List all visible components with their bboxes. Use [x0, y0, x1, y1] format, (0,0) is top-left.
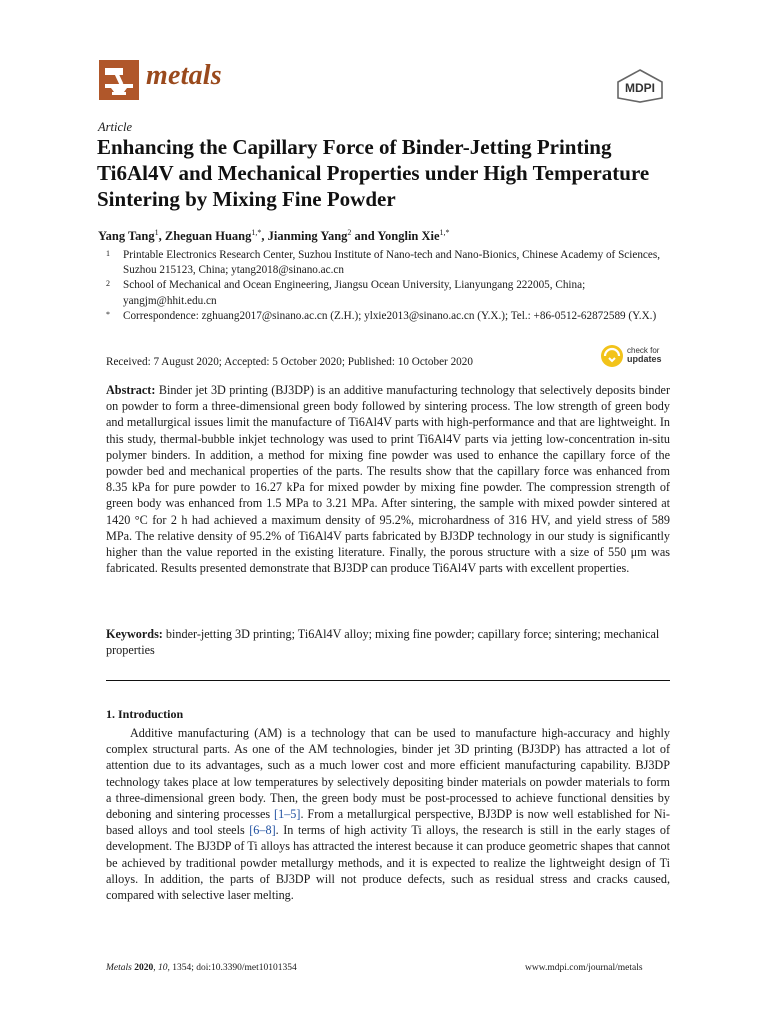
author[interactable]: Yonglin Xie [377, 229, 440, 244]
author-sep: , [158, 229, 165, 244]
citation-link[interactable]: [6–8] [249, 823, 276, 838]
keywords-label: Keywords: [106, 627, 163, 641]
keywords [106, 626, 670, 658]
footer-doi: , 1354; doi:10.3390/met10101354 [167, 963, 297, 973]
footer-citation: Metals 2020, 10, 1354; doi:10.3390/met10101354 [106, 963, 297, 973]
section-divider [106, 680, 670, 681]
anvil-hammer-icon [99, 60, 139, 100]
author-sep: and [351, 229, 378, 244]
author[interactable]: Jianming Yang [267, 229, 348, 244]
abstract-text: Binder jet 3D printing (BJ3DP) is an additive manufacturing technology that selectively deposits binder on powder to form a three-dimensional green body followed by sintering process. The low strength of green body and metallurgical issues limit the manufacture of Ti6Al4V parts with high-performance and that are lightweight. In this study, thermal-bubble inkjet technology was used to print Ti6Al4V parts via jetting low-concentration in-situ polymer binders. In addition, a method for mixing fine powder was used to enhance the capillary force of the powder bed and mechanical properties of the parts. The results show that the capillary force was enhanced from 8.35 kPa for pure powder to 16.27 kPa for mixed powder by mixing fine powder. The compression strength of green body was enhanced from 1.5 MPa to 3.21 MPa. After sintering, the sample with mixed powder sintered at 1420 °C for 2 h had achieved a maximum density of 95.2%, microhardness of 316 HV, and yield stress of 589 MPa. The relative density of 95.2% of Ti6Al4V parts fabricated by BJ3DP technology in our study is significantly higher than the value reported in the existing literature. Finally, the porous structure with a size of 550 μm was fabricated. Results presented demonstrate that BJ3DP can produce Ti6Al4V parts with excellent properties. [106, 383, 671, 576]
citation-link[interactable]: [1–5] [274, 807, 301, 822]
author[interactable]: Zheguan Huang [164, 229, 252, 244]
paper-title: Enhancing the Capillary Force of Binder-Jetting Printing Ti6Al4V and Mechanical Properties under High Temperature Sintering by Mixing Fine Powder [97, 135, 650, 211]
section-heading: 1. Introduction [106, 707, 184, 721]
affiliation-text: Correspondence: zghuang2017@sinano.ac.cn (Z.H.); ylxie2013@sinano.ac.cn (Y.X.); Tel.: +86-0512-62872589 (Y.X.) [123, 309, 657, 322]
svg-text:MDPI: MDPI [625, 81, 655, 95]
intro-text: . From a metallurgical perspective, BJ3DP is now well established for Ni-based alloys and tool steels [106, 807, 670, 838]
author-list [98, 228, 450, 244]
affiliation-item [98, 309, 678, 324]
mdpi-logo [612, 68, 668, 104]
publication-dates: Received: 7 August 2020; Accepted: 5 October 2020; Published: 10 October 2020 [106, 356, 473, 368]
intro-text: . In terms of high activity Ti alloys, the research is still in the early stages of development. The BJ3DP of Ti alloys has attracted the interest because it can produce geometric shapes that cannot be achieved by traditional powder metallurgy methods, and it is expected to realize the lightweight design of Ti alloys. In addition, the parts of BJ3DP will not produce defects, such as residual stress and cracks caused, compared with selective laser melting. [106, 823, 670, 903]
author-sup: 1 [154, 228, 159, 237]
journal-name: metals [146, 60, 222, 91]
check-updates-label [627, 346, 662, 364]
affiliation-text: Printable Electronics Research Center, Suzhou Institute of Nano-tech and Nano-Bionics, Chinese Academy of Sciences, Suzhou 215123, China; ytang2018@sinano.ac.cn [123, 249, 661, 277]
intro-text: Additive manufacturing (AM) is a technology that can be used to manufacture high-accuracy and highly complex structural parts. As one of the AM technologies, binder jet 3D printing (BJ3DP) has attracted a lot of attention due to its advantages, such as a much lower cost and more efficient manufacturing capability. BJ3DP technology takes place at low temperatures by selectively depositing binder materials on powder materials to form a three-dimensional green body. Then, the green body must be post-processed to achieve functional densities by deboning and sintering processes [106, 726, 670, 822]
check-updates-icon [600, 344, 624, 368]
affiliation-item [98, 248, 678, 278]
keywords-text: binder-jetting 3D printing; Ti6Al4V alloy; mixing fine powder; capillary force; sintering; mechanical properties [106, 627, 660, 658]
author-sup: 1,* [251, 228, 262, 237]
author-sup: 2 [347, 228, 352, 237]
affiliation-text: School of Mechanical and Ocean Engineering, Jiangsu Ocean University, Lianyungang 222005, China; yangjm@hhit.edu.cn [123, 279, 586, 307]
footer-year: 2020 [134, 963, 154, 973]
affiliation-item [98, 278, 678, 308]
check-updates-line2: updates [627, 354, 662, 364]
footer-journal: Metals [106, 963, 132, 973]
intro-paragraph [106, 725, 670, 903]
affiliation-mark: 1 [106, 249, 110, 258]
footer-volume: 10 [157, 963, 168, 973]
article-type: Article [98, 120, 133, 134]
check-updates-line1: check for [627, 346, 660, 355]
abstract [106, 382, 670, 576]
abstract-label: Abstract: [106, 383, 156, 397]
author-sep: , [261, 229, 268, 244]
footer-url[interactable]: www.mdpi.com/journal/metals [525, 963, 643, 973]
author[interactable]: Yang Tang [98, 229, 155, 244]
affiliations [98, 248, 678, 324]
check-for-updates-button[interactable] [600, 344, 672, 370]
author-sup: 1,* [439, 228, 450, 237]
affiliation-mark: * [106, 309, 110, 319]
affiliation-mark: 2 [106, 279, 110, 289]
